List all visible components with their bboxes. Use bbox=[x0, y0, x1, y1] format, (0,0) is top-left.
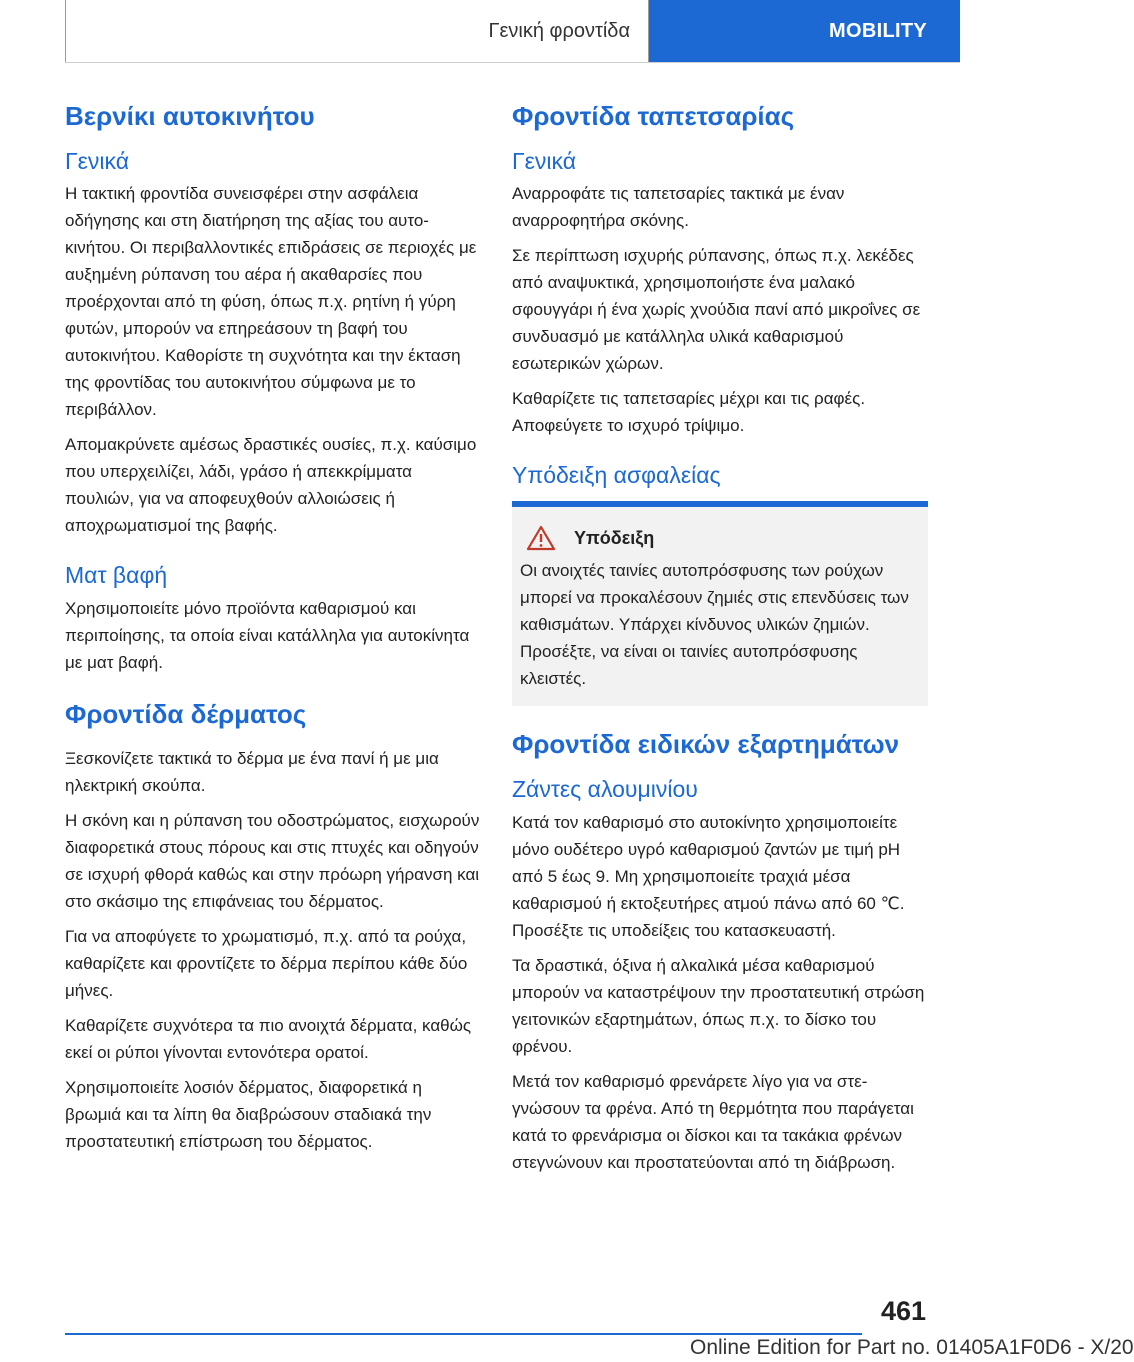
paragraph: Ξεσκονίζετε τακτικά το δέρμα με ένα πανί ή με μια ηλεκτρική σκούπα. bbox=[65, 748, 439, 795]
safety-note-box bbox=[512, 501, 928, 706]
paragraph: Η σκόνη και η ρύπανση του οδοστρώματος, εισχωρούν διαφορετικά στους πόρους και στις πτυχές και οδηγούν σε ισχυρή φθορά καθώς και στην πρόωρη γήρανση και στο σκάσιμο της επιφάνειας του δέρματος. bbox=[65, 810, 480, 911]
paragraph: Χρησιμοποιείτε λοσιόν δέρματος, διαφορετικά η βρωμιά και τα λίπη θα διαβρώσουν σταδιακά την προστατευτική επίστρωση του δέρματος. bbox=[65, 1077, 432, 1151]
paragraph: Χρησιμοποιείτε μόνο προϊόντα καθαρισμού και περιποίησης, τα οποία είναι κατάλληλα για αυτοκίνητα με ματ βαφή. bbox=[65, 599, 470, 673]
paragraph: Για να αποφύγετε το χρωματισμό, π.χ. από τα ρούχα, καθαρίζετε και φροντίζετε το δέρμα περίπου κάθε δύο μήνες. bbox=[65, 926, 468, 1000]
left-column bbox=[65, 100, 481, 1163]
footer-divider bbox=[65, 1333, 862, 1335]
subheading-alloy-wheels: Ζάντες αλουμινίου bbox=[512, 775, 698, 802]
heading-paint: Βερνίκι αυτοκινήτου bbox=[65, 101, 315, 131]
edition-info: Online Edition for Part no. 01405A1F0D6 - X/20 bbox=[690, 1336, 1134, 1359]
page-number: 461 bbox=[880, 1296, 926, 1326]
note-text: Οι ανοιχτές ταινίες αυτοπρόσφυσης των ρούχων μπορεί να προκαλέσουν ζημιές στις επενδύσεις των καθισμάτων. Υπάρχει κίνδυνος υλικών ζημιών. Προσέξτε, να είναι οι ταινίες αυτοπρόσφυσης κλειστές. bbox=[520, 561, 909, 689]
paragraph: Μετά τον καθαρισμό φρενάρετε λίγο για να στεγνώσουν τα φρένα. Από τη θερμότητα που παράγεται κατά το φρενάρισμα οι δίσκοι και τα τακάκια φρένων στεγνώνουν και προστατεύονται από τη διάβρωση. bbox=[512, 1071, 914, 1172]
subheading-safety-note: Υπόδειξη ασφαλείας bbox=[512, 462, 721, 489]
section-title: Γενική φροντίδα bbox=[65, 0, 649, 62]
note-title: Υπόδειξη bbox=[574, 527, 655, 548]
paragraph: Κατά τον καθαρισμό στο αυτοκίνητο χρησιμοποιείτε μόνο ουδέτερο υγρό καθαρισμού ζαντών με τιμή pH από 5 έως 9. Μη χρησιμοποιείτε τραχιά μέσα καθαρισμού ή εκτοξευτήρες ατμού πάνω από 60 ℃. Προσέξτε τις υποδείξεις του κατασκευαστή. bbox=[512, 812, 905, 940]
paragraph: Σε περίπτωση ισχυρής ρύπανσης, όπως π.χ. λεκέδες από αναψυκτικά, χρησιμοποιήστε ένα μαλακό σφουγγάρι ή ένα χωρίς χνούδια πανί από μικροΐνες σε συνδυασμό με κατάλληλα υλικά καθαρισμού εσωτερικών χώρων. bbox=[512, 246, 921, 374]
warning-icon bbox=[526, 525, 556, 551]
page-header bbox=[65, 0, 960, 63]
paragraph: Απομακρύνετε αμέσως δραστικές ουσίες, π.χ. καύσιμο που υπερχειλίζει, λάδι, γράσο ή απεκκρίμματα πουλιών, για να αποφευχθούν αλλοιώσεις ή αποχρωματισμοί της βαφής. bbox=[65, 435, 477, 536]
paragraph: Η τακτική φροντίδα συνεισφέρει στην ασφάλεια οδήγησης και στη διατήρηση της αξίας του αυτοκινήτου. Οι περιβαλλοντικές επιδράσεις σε περιοχές με αυξημένη ρύπανση του αέρα ή ακαθαρσίες που προέρχονται από τη φύση, όπως π.χ. ρητίνη ή γύρη φυτών, μπορούν να επηρεάσουν τη βαφή του αυτοκινήτου. Καθορίστε τη συχνότητα και την έκταση της φροντίδας του αυτοκινήτου σύμφωνα με το περιβάλλον. bbox=[65, 184, 477, 420]
paragraph: Καθαρίζετε τις ταπετσαρίες μέχρι και τις ραφές. Αποφεύγετε το ισχυρό τρίψιμο. bbox=[512, 389, 866, 436]
paragraph: Αναρροφάτε τις ταπετσαρίες τακτικά με έναν αναρροφητήρα σκόνης. bbox=[512, 184, 845, 231]
subheading-matte-paint: Ματ βαφή bbox=[65, 562, 168, 589]
subheading-general: Γενικά bbox=[65, 147, 130, 174]
right-column bbox=[512, 100, 928, 1184]
heading-special-parts: Φροντίδα ειδικών εξαρτημάτων bbox=[512, 729, 900, 760]
paragraph: Καθαρίζετε συχνότερα τα πιο ανοιχτά δέρματα, καθώς εκεί οι ρύποι γίνονται εντονότερα ορατοί. bbox=[65, 1015, 472, 1062]
note-header bbox=[520, 525, 918, 551]
heading-upholstery: Φροντίδα ταπετσαρίας bbox=[512, 101, 795, 131]
subheading-general: Γενικά bbox=[512, 147, 577, 174]
heading-leather-care: Φροντίδα δέρματος bbox=[65, 699, 307, 730]
chapter-tab: MOBILITY bbox=[649, 0, 960, 62]
paragraph: Τα δραστικά, όξινα ή αλκαλικά μέσα καθαρισμού μπορούν να καταστρέψουν την προστατευτική στρώση γειτονικών εξαρτημάτων, όπως π.χ. το δίσκο του φρένου. bbox=[512, 955, 925, 1056]
